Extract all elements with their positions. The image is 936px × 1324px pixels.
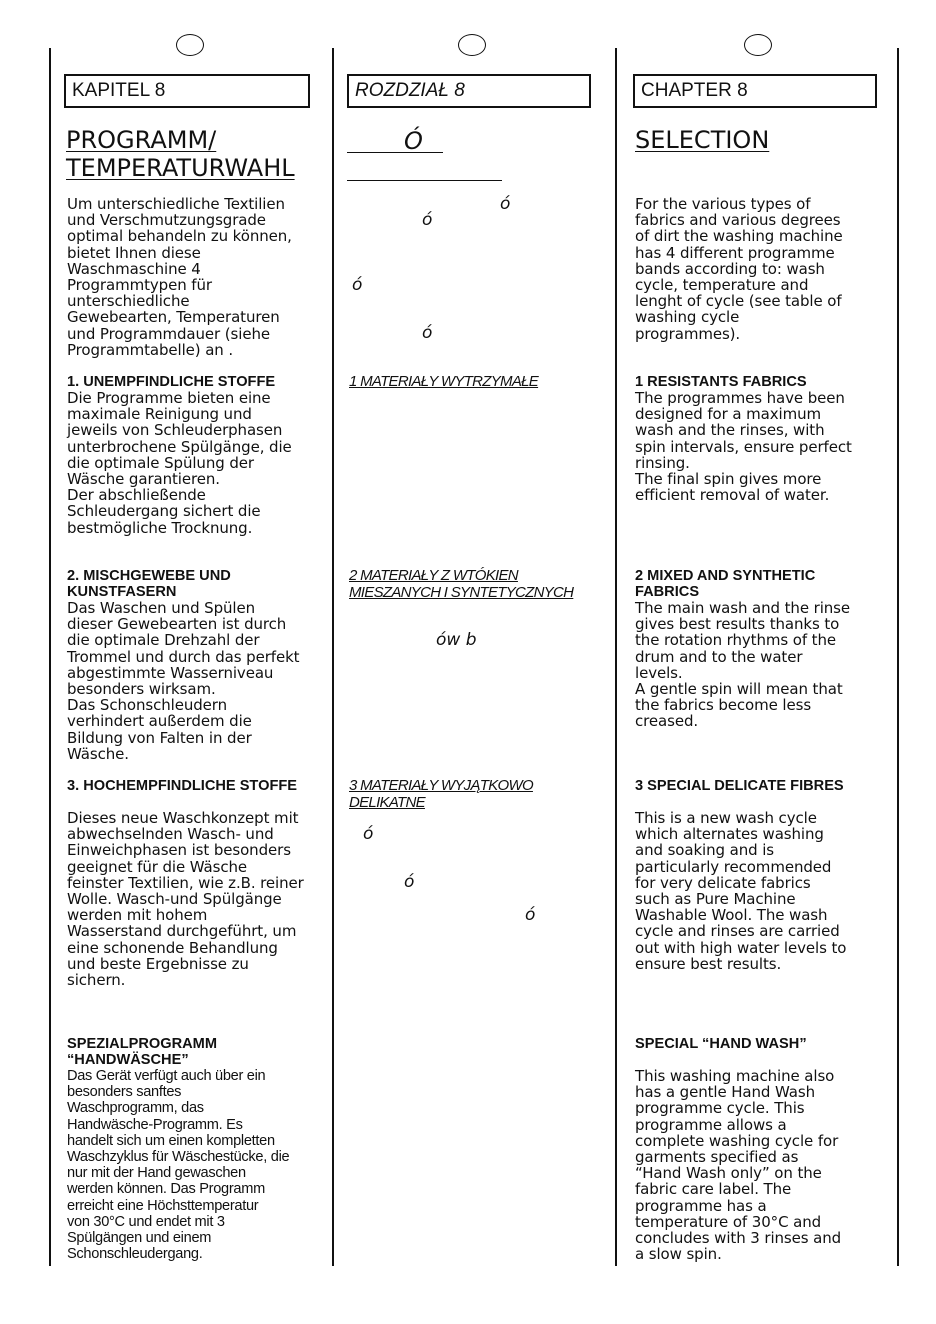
text-handwash-en: This washing machine also has a gentle Hand Wash programme cycle. This programme allows a complete washing cycle for garments specified as “Hand Wash only” on the fabric care label. The programme has a temperature of 30°C and concludes with 3 rinses and a slow spin.: [635, 1067, 842, 1264]
text-mixed-en: The main wash and the rinse gives best results thanks to the rotation rhythms of the drum and to the water levels. A gentle spin will mean that the fabrics become less creased.: [635, 599, 851, 731]
chapter-heading-en: CHAPTER 8: [633, 74, 877, 108]
intro-fragment-3-pl: ó: [352, 275, 363, 295]
language-circle-de: [176, 34, 204, 56]
intro-fragment-2-pl: ó: [422, 210, 433, 230]
chapter-heading-de: KAPITEL 8: [64, 74, 310, 108]
heading-delicate-de: 3. HOCHEMPFINDLICHE STOFFE: [67, 778, 298, 794]
heading-handwash-en: SPECIAL “HAND WASH”: [635, 1036, 807, 1052]
intro-text-de: Um unterschiedliche Textilien und Verschmutzungsgrade optimal behandeln zu können, bietet Ihnen diese Waschmaschine 4 Programmtypen für unterschiedliche Gewebearten, Temperaturen und Programmdauer (siehe Programmtabelle) an .: [67, 195, 292, 359]
section-title-en: SELECTION: [635, 126, 770, 154]
heading-delicate-pl: 3 MATERIAŁY WYJĄTKOWO DELIKATNE: [349, 777, 533, 811]
delicate-fragment-3-pl: ó: [525, 905, 536, 925]
text-delicate-de: Dieses neue Waschkonzept mit abwechselnden Wasch- und Einweichphasen ist besonders geeignet für die Wäsche feinster Textilien, wie z.B. reiner Wolle. Wasch-und Spülgänge werden mit hohem Wasserstand durchgeführt, um eine schonende Behandlung und beste Ergebnisse zu sichern.: [67, 809, 304, 990]
chapter-heading-pl: ROZDZIAŁ 8: [347, 74, 591, 108]
heading-mixed-de: 2. MISCHGEWEBE UND KUNSTFASERN: [67, 568, 231, 601]
text-delicate-en: This is a new wash cycle which alternates washing and soaking and is particularly recommended for very delicate fabrics such as Pure Machine Washable Wool. The wash cycle and rinses are carried out with high water levels to ensure best results.: [635, 809, 847, 973]
heading-resistant-de: 1. UNEMPFINDLICHE STOFFE: [67, 374, 276, 390]
delicate-fragment-1-pl: ó: [363, 824, 374, 844]
heading-resistant-pl: 1 MATERIAŁY WYTRZYMAŁE: [349, 373, 539, 390]
subtitle-underline-pl: [347, 180, 502, 181]
intro-fragment-4-pl: ó: [422, 323, 433, 343]
title-underline-pl: [347, 152, 443, 153]
section-title-de: PROGRAMM/ TEMPERATURWAHL: [66, 126, 295, 182]
delicate-fragment-2-pl: ó: [404, 872, 415, 892]
mixed-fragment-pl: ów b: [436, 630, 477, 650]
heading-handwash-de: SPEZIALPROGRAMM “HANDWÄSCHE”: [67, 1036, 217, 1069]
heading-delicate-en: 3 SPECIAL DELICATE FIBRES: [635, 778, 844, 794]
divider-left: [49, 48, 51, 1266]
divider-right: [897, 48, 899, 1266]
text-resistant-de: Die Programme bieten eine maximale Reinigung und jeweils von Schleuderphasen unterbrochene Spülgänge, die die optimale Spülung der Wäsche garantieren. Der abschließende Schleudergang sichert die bestmögliche Trocknung.: [67, 389, 292, 537]
heading-resistant-en: 1 RESISTANTS FABRICS: [635, 374, 807, 390]
divider-center-left: [332, 48, 334, 1266]
language-circle-en: [744, 34, 772, 56]
heading-mixed-en: 2 MIXED AND SYNTHETIC FABRICS: [635, 568, 816, 601]
text-mixed-de: Das Waschen und Spülen dieser Gewebearten ist durch die optimale Drehzahl der Trommel und durch das perfekt abgestimmte Wasserniveau besonders wirksam. Das Schonschleudern verhindert außerdem die Bildung von Falten in der Wäsche.: [67, 599, 300, 763]
divider-center-right: [615, 48, 617, 1266]
text-handwash-de: Das Gerät verfügt auch über ein besonders sanftes Waschprogramm, das Handwäsche-Programm. Es handelt sich um einen kompletten Waschzyklus für Wäschestücke, die nur mit der Hand gewaschen werden können. Das Programm erreicht eine Höchsttemperatur von 30°C und endet mit 3 Spülgängen und einem Schonschleudergang.: [67, 1068, 290, 1263]
heading-mixed-pl: 2 MATERIAŁY Z WTÓKIEN MIESZANYCH I SYNTETYCZNYCH: [349, 567, 574, 601]
intro-text-en: For the various types of fabrics and various degrees of dirt the washing machine has 4 different programme bands according to: wash cycle, temperature and lenght of cycle (see table of washing cycle programmes).: [635, 195, 843, 343]
intro-fragment-1-pl: ó: [500, 194, 511, 214]
language-circle-pl: [458, 34, 486, 56]
text-resistant-en: The programmes have been designed for a maximum wash and the rinses, with spin intervals, ensure perfect rinsing. The final spin gives more efficient removal of water.: [635, 389, 852, 505]
title-fragment-pl: Ó: [404, 127, 423, 155]
